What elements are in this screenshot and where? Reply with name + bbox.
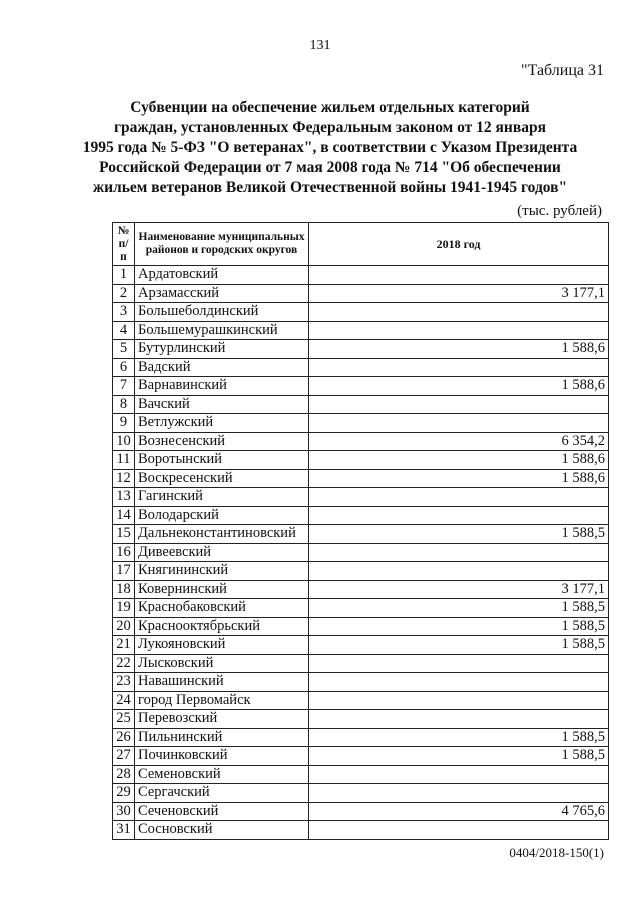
row-name: Краснобаковский (135, 599, 309, 618)
title-line: граждан, установленных Федеральным законом от 12 января (114, 119, 546, 136)
row-number: 27 (113, 747, 135, 766)
table-row (113, 710, 609, 729)
table-row (113, 599, 609, 618)
row-name: Сергачский (135, 784, 309, 803)
row-name: Вадский (135, 358, 309, 377)
row-name: Вачский (135, 395, 309, 414)
row-number: 10 (113, 432, 135, 451)
row-value: 1 588,6 (309, 469, 609, 488)
row-name: Варнавинский (135, 377, 309, 396)
row-number: 9 (113, 414, 135, 433)
table-row (113, 636, 609, 655)
row-value (309, 765, 609, 784)
row-value: 1 588,6 (309, 377, 609, 396)
row-number: 12 (113, 469, 135, 488)
row-name: Пильнинский (135, 728, 309, 747)
row-name: Лысковский (135, 654, 309, 673)
row-number: 29 (113, 784, 135, 803)
row-number: 13 (113, 488, 135, 507)
row-number: 2 (113, 284, 135, 303)
table-row (113, 506, 609, 525)
row-value: 4 765,6 (309, 802, 609, 821)
table-row (113, 469, 609, 488)
document-title (60, 98, 600, 198)
row-number: 28 (113, 765, 135, 784)
row-number: 8 (113, 395, 135, 414)
row-number: 17 (113, 562, 135, 581)
table-row (113, 580, 609, 599)
title-line: 1995 года № 5-ФЗ "О ветеранах", в соответствии с Указом Президента (82, 139, 578, 156)
row-value (309, 303, 609, 322)
row-name: Большемурашкинский (135, 321, 309, 340)
row-value: 1 588,5 (309, 636, 609, 655)
row-value: 1 588,5 (309, 617, 609, 636)
table-row (113, 802, 609, 821)
table-row (113, 377, 609, 396)
row-value: 1 588,5 (309, 747, 609, 766)
row-value (309, 488, 609, 507)
table-row (113, 747, 609, 766)
row-number: 31 (113, 821, 135, 840)
table-row (113, 451, 609, 470)
title-line: Российской Федерации от 7 мая 2008 года № 714 "Об обеспечении (99, 159, 561, 176)
row-name: Большеболдинский (135, 303, 309, 322)
row-value (309, 562, 609, 581)
row-number: 21 (113, 636, 135, 655)
row-value: 1 588,6 (309, 451, 609, 470)
row-value (309, 506, 609, 525)
table-row (113, 821, 609, 840)
row-value: 3 177,1 (309, 284, 609, 303)
row-name: Ветлужский (135, 414, 309, 433)
subsidy-table (112, 222, 609, 840)
row-number: 23 (113, 673, 135, 692)
row-name: Краснооктябрьский (135, 617, 309, 636)
row-value (309, 414, 609, 433)
row-name: Воротынский (135, 451, 309, 470)
table-row (113, 654, 609, 673)
table-label: "Таблица 31 (521, 62, 604, 79)
row-name: Сосновский (135, 821, 309, 840)
row-name: Княгининский (135, 562, 309, 581)
row-number: 11 (113, 451, 135, 470)
row-number: 26 (113, 728, 135, 747)
row-value: 1 588,5 (309, 728, 609, 747)
row-value (309, 691, 609, 710)
row-name: Ковернинский (135, 580, 309, 599)
table-row (113, 395, 609, 414)
table-row (113, 728, 609, 747)
table-row (113, 784, 609, 803)
row-number: 14 (113, 506, 135, 525)
table-row (113, 303, 609, 322)
row-number: 4 (113, 321, 135, 340)
table-row (113, 358, 609, 377)
row-number: 30 (113, 802, 135, 821)
row-name: Гагинский (135, 488, 309, 507)
row-number: 16 (113, 543, 135, 562)
table-row (113, 414, 609, 433)
row-name: Вознесенский (135, 432, 309, 451)
row-name: Ардатовский (135, 266, 309, 285)
row-name: город Первомайск (135, 691, 309, 710)
table-row (113, 617, 609, 636)
row-name: Володарский (135, 506, 309, 525)
table-row (113, 543, 609, 562)
row-name: Воскресенский (135, 469, 309, 488)
row-value (309, 321, 609, 340)
page-number: 131 (309, 38, 331, 53)
row-number: 18 (113, 580, 135, 599)
row-number: 6 (113, 358, 135, 377)
row-number: 24 (113, 691, 135, 710)
row-number: 7 (113, 377, 135, 396)
row-value (309, 784, 609, 803)
row-number: 3 (113, 303, 135, 322)
header-year: 2018 год (309, 223, 609, 266)
table-row (113, 321, 609, 340)
title-line: жильем ветеранов Великой Отечественной войны 1941-1945 годов" (92, 179, 568, 196)
header-num: № п/п (113, 223, 135, 266)
row-value (309, 710, 609, 729)
row-number: 25 (113, 710, 135, 729)
title-line: Субвенции на обеспечение жильем отдельных категорий (130, 99, 530, 116)
row-value (309, 821, 609, 840)
row-value: 1 588,5 (309, 525, 609, 544)
table-row (113, 525, 609, 544)
row-number: 20 (113, 617, 135, 636)
row-name: Дивеевский (135, 543, 309, 562)
table-header-row (113, 223, 609, 266)
row-name: Дальнеконстантиновский (135, 525, 309, 544)
table-row (113, 488, 609, 507)
row-name: Починковский (135, 747, 309, 766)
row-number: 5 (113, 340, 135, 359)
row-number: 15 (113, 525, 135, 544)
row-name: Сеченовский (135, 802, 309, 821)
row-value: 1 588,5 (309, 599, 609, 618)
table-row (113, 340, 609, 359)
row-value (309, 358, 609, 377)
row-number: 1 (113, 266, 135, 285)
table-row (113, 765, 609, 784)
row-value: 6 354,2 (309, 432, 609, 451)
units-label: (тыс. рублей) (517, 203, 602, 219)
table-row (113, 562, 609, 581)
row-number: 22 (113, 654, 135, 673)
row-value (309, 673, 609, 692)
row-name: Лукояновский (135, 636, 309, 655)
row-value: 3 177,1 (309, 580, 609, 599)
row-value (309, 395, 609, 414)
row-name: Навашинский (135, 673, 309, 692)
row-name: Арзамасский (135, 284, 309, 303)
row-value: 1 588,6 (309, 340, 609, 359)
row-value (309, 543, 609, 562)
row-name: Бутурлинский (135, 340, 309, 359)
table-row (113, 691, 609, 710)
document-code: 0404/2018-150(1) (509, 845, 604, 860)
table-row (113, 432, 609, 451)
row-name: Семеновский (135, 765, 309, 784)
header-name: Наименование муниципальных районов и городских округов (135, 223, 309, 266)
row-value (309, 266, 609, 285)
table-row (113, 266, 609, 285)
table-row (113, 673, 609, 692)
row-name: Перевозский (135, 710, 309, 729)
row-number: 19 (113, 599, 135, 618)
table-row (113, 284, 609, 303)
row-value (309, 654, 609, 673)
